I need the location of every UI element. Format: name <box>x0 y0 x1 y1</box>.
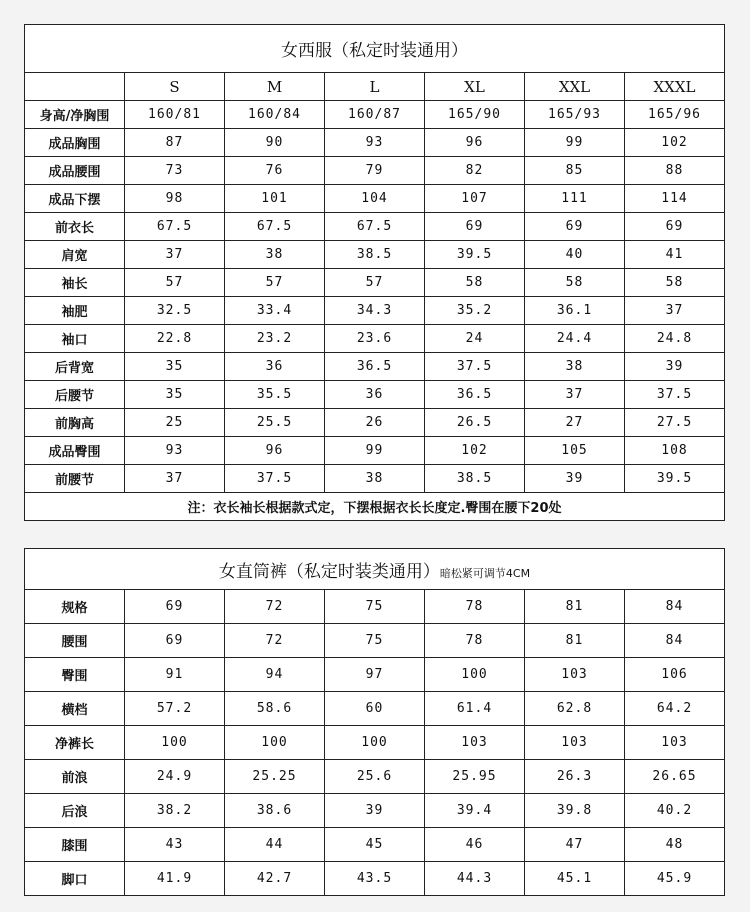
table-cell: 39.5 <box>425 241 525 269</box>
table-cell: 39.5 <box>625 465 725 493</box>
table-cell: 93 <box>125 437 225 465</box>
table-cell: 26 <box>325 409 425 437</box>
table-cell: 58 <box>425 269 525 297</box>
table-cell: 37 <box>625 297 725 325</box>
table-cell: 69 <box>625 213 725 241</box>
table-cell: 160/87 <box>325 101 425 129</box>
table-cell: 75 <box>325 624 425 658</box>
table-row <box>25 241 725 269</box>
size-header: XXL <box>525 73 625 101</box>
table-cell: 36 <box>325 381 425 409</box>
table-cell: 25.25 <box>225 760 325 794</box>
row-label: 后浪 <box>25 794 125 828</box>
table-cell: 37 <box>525 381 625 409</box>
table-cell: 107 <box>425 185 525 213</box>
table-cell: 45.9 <box>625 862 725 896</box>
table-cell: 35.2 <box>425 297 525 325</box>
table-cell: 103 <box>425 726 525 760</box>
table-cell: 37 <box>125 241 225 269</box>
table-cell: 69 <box>125 590 225 624</box>
trousers-size-table <box>24 548 725 896</box>
table-cell: 36.5 <box>325 353 425 381</box>
table-cell: 102 <box>625 129 725 157</box>
table-cell: 69 <box>525 213 625 241</box>
row-label: 袖肥 <box>25 297 125 325</box>
table-cell: 38 <box>225 241 325 269</box>
table-cell: 165/90 <box>425 101 525 129</box>
table-cell: 36.5 <box>425 381 525 409</box>
blazer-table-title: 女西服（私定时装通用） <box>25 25 725 73</box>
table-cell: 38 <box>325 465 425 493</box>
table-row <box>25 353 725 381</box>
table-cell: 44 <box>225 828 325 862</box>
table-row <box>25 129 725 157</box>
table-cell: 79 <box>325 157 425 185</box>
table-cell: 47 <box>525 828 625 862</box>
table-cell: 160/84 <box>225 101 325 129</box>
table-cell: 40 <box>525 241 625 269</box>
table-cell: 57 <box>125 269 225 297</box>
table-cell: 41.9 <box>125 862 225 896</box>
size-header-corner <box>25 73 125 101</box>
row-label: 成品胸围 <box>25 129 125 157</box>
table-cell: 67.5 <box>325 213 425 241</box>
blazer-size-table <box>24 24 725 521</box>
table-row <box>25 692 725 726</box>
table-row <box>25 101 725 129</box>
row-label: 膝围 <box>25 828 125 862</box>
table-cell: 165/93 <box>525 101 625 129</box>
table-row <box>25 157 725 185</box>
table-cell: 85 <box>525 157 625 185</box>
table-cell: 100 <box>225 726 325 760</box>
table-cell: 23.6 <box>325 325 425 353</box>
table-row <box>25 185 725 213</box>
row-label: 前衣长 <box>25 213 125 241</box>
table-cell: 105 <box>525 437 625 465</box>
trousers-table-title: 女直筒裤（私定时装类通用） <box>218 561 440 582</box>
table-row <box>25 465 725 493</box>
table-row <box>25 726 725 760</box>
table-cell: 62.8 <box>525 692 625 726</box>
table-cell: 67.5 <box>125 213 225 241</box>
row-label: 规格 <box>25 590 125 624</box>
table-cell: 25 <box>125 409 225 437</box>
table-cell: 34.3 <box>325 297 425 325</box>
table-cell: 58 <box>525 269 625 297</box>
table-row <box>25 437 725 465</box>
table-cell: 37.5 <box>225 465 325 493</box>
row-label: 净裤长 <box>25 726 125 760</box>
table-cell: 100 <box>325 726 425 760</box>
row-label: 肩宽 <box>25 241 125 269</box>
table-row <box>25 658 725 692</box>
table-cell: 84 <box>625 590 725 624</box>
table-cell: 104 <box>325 185 425 213</box>
table-cell: 106 <box>625 658 725 692</box>
table-cell: 78 <box>425 624 525 658</box>
table-cell: 57.2 <box>125 692 225 726</box>
table-cell: 35 <box>125 381 225 409</box>
table-cell: 72 <box>225 624 325 658</box>
table-cell: 82 <box>425 157 525 185</box>
table-row <box>25 269 725 297</box>
table-cell: 25.6 <box>325 760 425 794</box>
table-cell: 32.5 <box>125 297 225 325</box>
table-cell: 26.65 <box>625 760 725 794</box>
table-cell: 38.2 <box>125 794 225 828</box>
table-cell: 81 <box>525 590 625 624</box>
table-cell: 114 <box>625 185 725 213</box>
row-label: 身高/净胸围 <box>25 101 125 129</box>
row-label: 成品臀围 <box>25 437 125 465</box>
table-cell: 36 <box>225 353 325 381</box>
row-label: 袖口 <box>25 325 125 353</box>
table-cell: 35.5 <box>225 381 325 409</box>
table-cell: 44.3 <box>425 862 525 896</box>
table-cell: 39.8 <box>525 794 625 828</box>
trousers-table-subnote: 暗松紧可调节4CM <box>439 566 531 580</box>
row-label: 腰围 <box>25 624 125 658</box>
table-row <box>25 760 725 794</box>
table-cell: 43 <box>125 828 225 862</box>
table-row <box>25 828 725 862</box>
table-cell: 22.8 <box>125 325 225 353</box>
table-cell: 39 <box>325 794 425 828</box>
table-cell: 36.1 <box>525 297 625 325</box>
table-cell: 57 <box>225 269 325 297</box>
table-cell: 45.1 <box>525 862 625 896</box>
table-cell: 24 <box>425 325 525 353</box>
table-cell: 67.5 <box>225 213 325 241</box>
table-cell: 38 <box>525 353 625 381</box>
table-cell: 97 <box>325 658 425 692</box>
table-row <box>25 624 725 658</box>
table-cell: 39.4 <box>425 794 525 828</box>
table-row <box>25 590 725 624</box>
table-cell: 25.5 <box>225 409 325 437</box>
table-cell: 84 <box>625 624 725 658</box>
table-cell: 102 <box>425 437 525 465</box>
table-cell: 35 <box>125 353 225 381</box>
table-cell: 101 <box>225 185 325 213</box>
row-label: 袖长 <box>25 269 125 297</box>
table-row <box>25 794 725 828</box>
table-cell: 93 <box>325 129 425 157</box>
table-cell: 26.3 <box>525 760 625 794</box>
table-cell: 45 <box>325 828 425 862</box>
table-cell: 69 <box>425 213 525 241</box>
table-cell: 78 <box>425 590 525 624</box>
table-cell: 42.7 <box>225 862 325 896</box>
table-cell: 38.5 <box>325 241 425 269</box>
table-row <box>25 409 725 437</box>
table-cell: 60 <box>325 692 425 726</box>
row-label: 后腰节 <box>25 381 125 409</box>
table-cell: 27 <box>525 409 625 437</box>
row-label: 脚口 <box>25 862 125 896</box>
table-cell: 94 <box>225 658 325 692</box>
table-cell: 33.4 <box>225 297 325 325</box>
table-row <box>25 325 725 353</box>
table-cell: 25.95 <box>425 760 525 794</box>
table-cell: 100 <box>425 658 525 692</box>
table-cell: 69 <box>125 624 225 658</box>
table-cell: 37 <box>125 465 225 493</box>
table-cell: 96 <box>225 437 325 465</box>
table-cell: 88 <box>625 157 725 185</box>
table-cell: 103 <box>625 726 725 760</box>
row-label: 后背宽 <box>25 353 125 381</box>
table-cell: 72 <box>225 590 325 624</box>
row-label: 前腰节 <box>25 465 125 493</box>
table-cell: 111 <box>525 185 625 213</box>
row-label: 前胸高 <box>25 409 125 437</box>
table-cell: 58 <box>625 269 725 297</box>
table-cell: 23.2 <box>225 325 325 353</box>
blazer-table-note: 注：衣长袖长根据款式定，下摆根据衣长长度定.臀围在腰下20处 <box>25 493 725 521</box>
table-cell: 39 <box>625 353 725 381</box>
table-cell: 96 <box>425 129 525 157</box>
table-cell: 43.5 <box>325 862 425 896</box>
size-header-row <box>25 73 725 101</box>
table-cell: 87 <box>125 129 225 157</box>
table-cell: 24.4 <box>525 325 625 353</box>
row-label: 横档 <box>25 692 125 726</box>
row-label: 臀围 <box>25 658 125 692</box>
table-cell: 98 <box>125 185 225 213</box>
table-cell: 76 <box>225 157 325 185</box>
table-cell: 73 <box>125 157 225 185</box>
table-cell: 24.9 <box>125 760 225 794</box>
table-cell: 61.4 <box>425 692 525 726</box>
table-cell: 64.2 <box>625 692 725 726</box>
table-cell: 38.6 <box>225 794 325 828</box>
table-cell: 24.8 <box>625 325 725 353</box>
table-cell: 37.5 <box>625 381 725 409</box>
table-cell: 26.5 <box>425 409 525 437</box>
table-row <box>25 213 725 241</box>
table-cell: 99 <box>325 437 425 465</box>
table-cell: 46 <box>425 828 525 862</box>
table-cell: 57 <box>325 269 425 297</box>
table-cell: 108 <box>625 437 725 465</box>
size-header: S <box>125 73 225 101</box>
table-cell: 100 <box>125 726 225 760</box>
table-cell: 75 <box>325 590 425 624</box>
table-cell: 48 <box>625 828 725 862</box>
table-cell: 99 <box>525 129 625 157</box>
table-cell: 58.6 <box>225 692 325 726</box>
trousers-table-title-cell <box>25 549 725 590</box>
size-header: XXXL <box>625 73 725 101</box>
size-header: XL <box>425 73 525 101</box>
table-cell: 40.2 <box>625 794 725 828</box>
table-cell: 39 <box>525 465 625 493</box>
table-cell: 103 <box>525 658 625 692</box>
table-cell: 103 <box>525 726 625 760</box>
row-label: 成品腰围 <box>25 157 125 185</box>
table-cell: 90 <box>225 129 325 157</box>
size-header: M <box>225 73 325 101</box>
table-row <box>25 862 725 896</box>
table-cell: 165/96 <box>625 101 725 129</box>
table-cell: 81 <box>525 624 625 658</box>
table-cell: 37.5 <box>425 353 525 381</box>
row-label: 前浪 <box>25 760 125 794</box>
table-cell: 38.5 <box>425 465 525 493</box>
size-header: L <box>325 73 425 101</box>
table-cell: 41 <box>625 241 725 269</box>
table-row <box>25 297 725 325</box>
table-cell: 91 <box>125 658 225 692</box>
table-row <box>25 381 725 409</box>
table-cell: 27.5 <box>625 409 725 437</box>
table-cell: 160/81 <box>125 101 225 129</box>
row-label: 成品下摆 <box>25 185 125 213</box>
